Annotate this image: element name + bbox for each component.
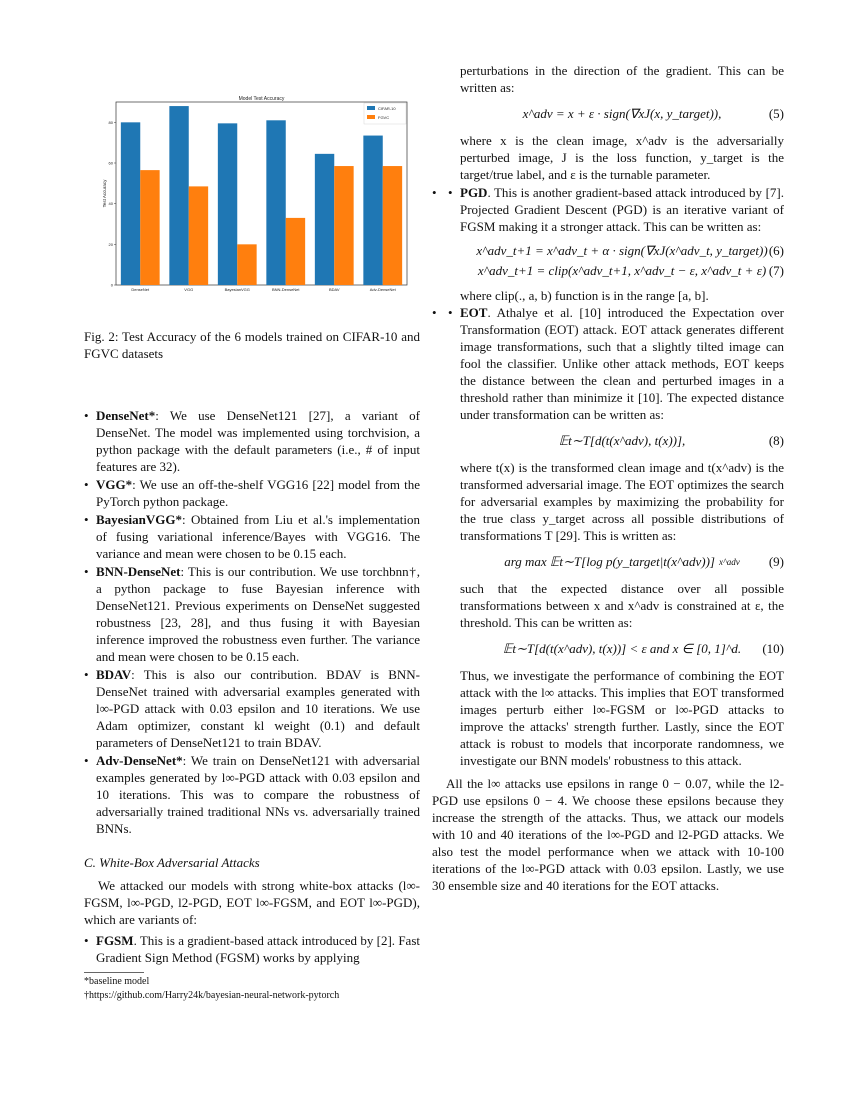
legend-swatch [367, 106, 375, 110]
bullet-title: BayesianVGG* [96, 512, 182, 527]
bullet-title: BNN-DenseNet [96, 564, 181, 579]
bar-cifar-10 [121, 122, 140, 285]
paragraph: where clip(., a, b) function is in the range [a, b]. [460, 288, 709, 303]
x-tick-label: VGG [184, 287, 194, 292]
x-tick-label: BDAV [328, 287, 340, 292]
equation-text: x^adv_t+1 = x^adv_t + α · sign(∇xJ(x^adv_t, y_target)) [476, 243, 768, 258]
list-item [84, 476, 420, 510]
bar-fgvc [383, 166, 402, 285]
bar-fgvc [286, 218, 305, 285]
bar-cifar-10 [363, 136, 382, 285]
bullet-text: : We use an off-the-shelf VGG16 [22] model from the PyTorch python package. [96, 477, 420, 509]
equation-6 [460, 241, 784, 261]
accuracy-chart-svg [100, 92, 415, 297]
figure-caption: Fig. 2: Test Accuracy of the 6 models trained on CIFAR-10 and FGVC datasets [84, 329, 420, 361]
equation-number: (10) [762, 641, 784, 656]
equation-text: 𝔼t∼T[d(t(x^adv), t(x))], [558, 433, 686, 448]
legend-swatch [367, 115, 375, 119]
list-item: • • PGD. This is another gradient-based attack introduced by [7]. Projected Gradient Descent (PGD) is an iterative variant of FGSM making it a stronger attack. This can be written as: [432, 184, 784, 235]
list-item: • • EOT. Athalye et al. [10] introduced the Expectation over Transformation (EOT) attack. EOT attack generates different image transformations, such that a slightly tilted image can fool the classifier. Unlike other attack methods, EOT keeps the distance between the clean and perturbed images in a threshold rather than minimize it [10]. The expected distance under transformation can be written as: [432, 304, 784, 423]
footnote-rule [84, 972, 144, 973]
x-tick-label: BayesianVGG [224, 287, 250, 292]
equation-number: (8) [768, 433, 784, 448]
x-tick-label: DenseNet [131, 287, 150, 292]
equation-7 [460, 261, 784, 281]
bullet-title: Adv-DenseNet* [96, 753, 183, 768]
footnotes [84, 972, 420, 1003]
y-axis-label: Test Accuracy [102, 179, 107, 208]
section-title: C. White-Box Adversarial Attacks [84, 855, 260, 870]
footnote-link: †https://github.com/Harry24k/bayesian-neural-network-pytorch [84, 990, 340, 1001]
equation-text: arg max 𝔼t∼T[log p(y_target|t(x^adv))] [504, 554, 715, 569]
legend-label: CIFAR-10 [378, 106, 396, 111]
list-item [84, 932, 420, 966]
equation-number: (9) [768, 554, 784, 569]
bar-cifar-10 [169, 106, 188, 285]
bullet-title: DenseNet* [96, 408, 156, 423]
bullet-title: FGSM [96, 933, 134, 948]
list-item [84, 563, 420, 665]
bar-cifar-10 [266, 120, 285, 285]
bullet-text: : This is our contribution. We use torchbnn†, a python package to fuse Bayesian inference with DenseNet121. Previous experiments on DenseNet suggested robustness [23, 28], and thus fusing it with Bayesian inference improved the robustness even further. The variance and mean were chosen to be 0.15 each. [96, 564, 420, 664]
right-column [432, 62, 784, 894]
attack-list-right-2 [432, 304, 784, 423]
x-tick-label: Adv-DenseNet [369, 287, 396, 292]
x-tick-label: BNN-DenseNet [271, 287, 300, 292]
left-column [84, 328, 420, 967]
y-tick-label: 40 [108, 201, 113, 207]
equation-text: 𝔼t∼T[d(t(x^adv), t(x))] < ε and x ∈ [0, 1]^d. [502, 641, 742, 656]
model-list [84, 407, 420, 837]
section-intro: We attacked our models with strong white-box attacks (l∞-FGSM, l∞-PGD, l2-PGD, EOT l∞-FGSM, and EOT l∞-PGD), which are variants of: [84, 878, 420, 927]
list-item [84, 752, 420, 837]
equation-10 [460, 639, 784, 659]
accuracy-chart [100, 92, 415, 297]
bar-fgvc [140, 170, 159, 285]
attack-list-right [432, 184, 784, 235]
bullet-text: : This is also our contribution. BDAV is BNN-DenseNet trained with adversarial examples generated with l∞-PGD attack with 0.03 epsilon and 10 iterations. We use Adam optimizer, constant kl weight (0.1) and default parameters of DenseNet121 to train BDAV. [96, 667, 420, 750]
bullet-text: : Obtained from Liu et al.'s implementation of fusing variational inference/Bayes with VGG16. The variance and mean were chosen to be 0.15 each. [96, 512, 420, 561]
equation-number: (7) [768, 263, 784, 278]
list-item [84, 666, 420, 751]
equation-9 [460, 552, 784, 572]
paragraph: where x is the clean image, x^adv is the adversarially perturbed image, J is the loss function, y_target is the target/true label, and ε is the turnable parameter. [460, 133, 784, 182]
paragraph: All the l∞ attacks use epsilons in range 0 − 0.07, while the l2-PGD use epsilons 0 − 4. We choose these epsilons because they increase the strength of the attacks. Thus, we attack our models with 10 and 40 iterations of the l∞-PGD and l2-PGD attacks. We also test the model performance when we attack with 10-100 iterations of the l∞-PGD attack with 0.03 epsilon. Lastly, we use 30 ensemble size and 40 iterations for the EOT attacks. [432, 776, 784, 893]
bullet-title: PGD [460, 185, 488, 200]
equation-number: (6) [768, 243, 784, 258]
equation-text: x^adv_t+1 = clip(x^adv_t+1, x^adv_t − ε, x^adv_t + ε) [477, 263, 767, 278]
footnote-baseline: *baseline model [84, 976, 150, 987]
bar-fgvc [189, 186, 208, 285]
equation-subscript: x^adv [719, 557, 740, 567]
attack-list [84, 932, 420, 966]
paragraph: Thus, we investigate the performance of combining the EOT attack with the l∞ attacks. This implies that EOT transformed images perturb either l∞-FGSM or l∞-PGD attacks to improve the attacks' strength further. Lastly, since the EOT attack is robust to models that incorporate randomness, we investigate our BNN models' robustness to this attack. [460, 668, 784, 768]
bar-cifar-10 [315, 154, 334, 285]
paragraph: where t(x) is the transformed clean image and t(x^adv) is the transformed adversarial image. The EOT optimizes the search for adversarial examples by maximizing the probability for the true class y_target across all possible distributions of transformations T [29]. This is written as: [460, 460, 784, 543]
list-item [84, 407, 420, 475]
bullet-title: BDAV [96, 667, 132, 682]
equation-text: x^adv = x + ε · sign(∇xJ(x, y_target)), [522, 106, 722, 121]
list-item [84, 511, 420, 562]
bullet-text: . Athalye et al. [10] introduced the Expectation over Transformation (EOT) attack. EOT attack generates different image transformations, such that a slightly tilted image can fool the classifier. Unlike other attack methods, EOT keeps the distance between the clean and perturbed images in a threshold rather than minimize it [10]. The expected distance under transformation can be written as: [460, 305, 784, 422]
bullet-title: VGG* [96, 477, 133, 492]
chart-title: Model Test Accuracy [238, 96, 285, 102]
bullet-title: EOT [460, 305, 488, 320]
equation-8 [460, 431, 784, 451]
bar-fgvc [334, 166, 353, 285]
bar-cifar-10 [218, 123, 237, 285]
bullet-text: . This is a gradient-based attack introduced by [2]. Fast Gradient Sign Method (FGSM) works by applying [96, 933, 420, 965]
legend-label: FGVC [378, 115, 390, 120]
bar-fgvc [237, 244, 256, 285]
paragraph: perturbations in the direction of the gradient. This can be written as: [460, 63, 784, 95]
equation-5 [460, 104, 784, 124]
bullet-text: : We use DenseNet121 [27], a variant of DenseNet. The model was implemented using torchvision, a python package with the default parameters (i.e., # of input features are 32). [96, 408, 420, 474]
paragraph: such that the expected distance over all possible transformations between x and x^adv is constrained at ε, the threshold. This can be written as: [460, 581, 784, 630]
y-tick-label: 80 [108, 119, 113, 125]
y-tick-label: 0 [110, 282, 113, 288]
y-tick-label: 20 [108, 241, 113, 247]
y-tick-label: 60 [108, 160, 113, 166]
equation-number: (5) [768, 106, 784, 121]
bullet-text: . This is another gradient-based attack introduced by [7]. Projected Gradient Descent (PGD) is an iterative variant of FGSM making it a stronger attack. This can be written as: [460, 185, 784, 234]
bullet-text: : We train on DenseNet121 with adversarial examples generated by l∞-PGD attack with 0.03 epsilon and 10 iterations. This was to compare the robustness of adversarially trained traditional NNs vs. adversarially trained BNNs. [96, 753, 420, 836]
